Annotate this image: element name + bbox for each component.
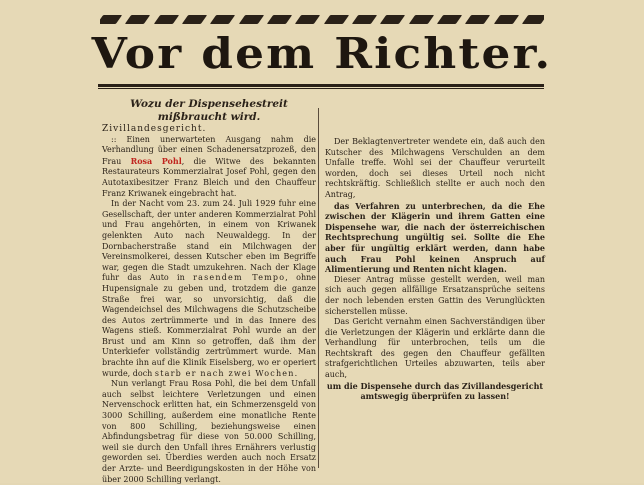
paragraph-text: , ohne Hupensignale zu geben und, trotzdem die ganze Straße frei war, so unvorsichtig, daß die Wagendeichsel des Milchwagens die Schutzscheibe des Autos zertrümmerte und in das Innere des Wagens stieß. Kommerzialrat Pohl wurde an der Brust und am Kinn so getroffen, daß ihm der Unterkiefer vollständig zertrümmert wurde. Man brachte ihn auf die Klinik Eiselsberg, wo er operiert wurde, doch [102,273,316,378]
ornament-dash [100,15,122,24]
paragraph-text: um die Dispensehe durch das Zivillandesgericht amtswegig überprüfen zu lassen! [326,380,544,402]
ornament-dash [295,15,320,24]
article-paragraph [325,137,545,201]
name-highlight: Rosa Pohl [130,155,182,166]
ornament-dash [267,15,292,24]
ornament-dash [323,15,348,24]
paragraph-text: starb er nach zwei Wochen [154,368,295,378]
article-left-column [102,98,316,485]
section-label: Zivillandesgericht. [102,124,207,134]
article-paragraph [102,135,316,200]
right-column-body [325,137,545,402]
paragraph-text: , die Witwe des bekannten Restaurateurs Kommerzialrat Josef Pohl, gegen den Autotaxibesitzer Franz Bleich und den Chauffeur Franz Kriwanek eingebracht hat. [102,156,317,198]
ornament-dash [182,15,207,24]
article-paragraph [325,275,545,317]
masthead-rule-thin [98,88,544,89]
ornament-dash [437,15,462,24]
column-divider [318,108,319,468]
paragraph-text: . [294,368,298,378]
ornament-dash [210,15,235,24]
ornament-dash [238,15,263,24]
article-paragraph [325,317,545,381]
paragraph-text: :: Einen unerwarteten Ausgang nahm die Verhandlung über einen Schadenersatzprozeß, den Frau [102,134,316,166]
ornament-dash [522,15,544,24]
paragraph-text: das Verfahren zu unterbrechen, da die Ehe zwischen der Klägerin und ihrem Gatten eine Dispensehe war, die nach der österreichischen Rechtsprechung ungültig sei. Sollte die Ehe aber für ungültig erklärt werden, dann habe auch Frau Pohl keinen Anspruch auf Alimentierung und Renten nicht klagen. [325,200,545,275]
paragraph-text: Dieser Antrag müsse gestellt werden, weil man sich auch gegen allfällige Ersatzansprüche seitens der noch lebenden ersten Gattin des Verunglückten sicherstellen müsse. [325,274,545,316]
ornament-dash [493,15,518,24]
paragraph-text: rasendem Tempo [193,273,286,283]
article-paragraph [325,201,545,275]
paragraph-text: In der Nacht vom 23. zum 24. Juli 1929 fuhr eine Gesellschaft, der unter anderen Kommerzialrat Pohl und Frau angehörten, in einem von Kriwanek gelenkten Auto nach Neuwaldegg. In der Dornbacherstraße stand ein Milchwagen der Vereinsmolkerei, dessen Kutscher eben im Begriffe war, gegen die Stadt umzukehren. Nach der Klage fuhr das Auto in [102,199,316,283]
article-paragraph [102,379,316,485]
paragraph-text: Der Beklagtenvertreter wendete ein, daß auch den Kutscher des Milchwagens Verschulden an dem Unfalle treffe. Wohl sei der Chauffeur verurteilt worden, doch sei dieses Urteil noch nicht rechtskräftig. Schließlich stellte er auch noch den Antrag, [325,137,545,199]
article-paragraph [102,199,316,379]
left-column-body [102,135,316,485]
masthead-rule-thick [98,84,544,87]
article-right-column [325,137,545,402]
masthead-title: Vor dem Richter. [91,29,553,78]
ornament-dash [154,15,179,24]
ornamental-border [100,13,544,25]
article-paragraph [325,381,545,402]
ornament-dash [352,15,377,24]
article-headline: Wozu der Dispensehestreit mißbraucht wird. [130,98,288,123]
paragraph-text: Das Gericht vernahm einen Sachverständigen über die Verletzungen der Klägerin und erklärte dann die Verhandlung für unterbrochen, teils um die Rechtskraft des gegen den Chauffeur gefällten strafgerichtlichen Urteiles abzuwarten, teils aber auch, [325,317,545,380]
ornament-dash [125,15,150,24]
ornament-dash [408,15,433,24]
paragraph-text: Nun verlangt Frau Rosa Pohl, die bei dem Unfall auch selbst leichtere Verletzungen und einen Nervenschock erlitten hat, ein Schmerzensgeld von 3000 Schilling, außerdem eine monatliche Rente von 800 Schilling, beziehungsweise einen Abfindungsbetrag für diese von 50.000 Schilling, weil sie durch den Unfall ihres Ernährers verlustig geworden sei. Überdies werden auch noch Ersatz der Arzte- und Beerdigungskosten in der Höhe von über 2000 Schilling verlangt. [102,379,316,484]
ornament-dash [465,15,490,24]
ornament-dash [380,15,405,24]
